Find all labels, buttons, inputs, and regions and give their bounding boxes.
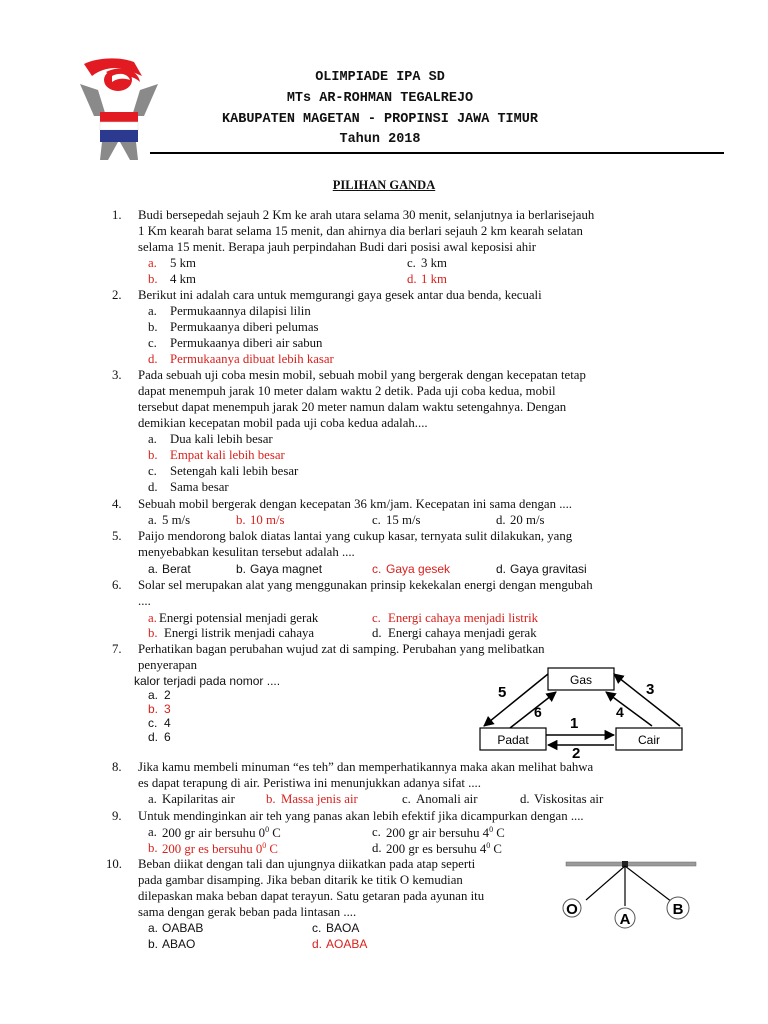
question-text-line: Solar sel merupakan alat yang menggunakan prinsip kekekalan energi dengan mengubah (138, 578, 593, 592)
label-3: 3 (646, 681, 655, 698)
option-letter-answer: d. (312, 937, 323, 951)
logo-stripe-white (100, 122, 138, 130)
option-text-main: 200 gr es bersuhu 0 (162, 842, 263, 856)
option-text: Gaya gravitasi (510, 562, 587, 576)
question-number: 5. (112, 529, 122, 543)
option-text-answer: 1 km (421, 272, 447, 286)
question-text-line: Jika kamu membeli minuman “es teh” dan memperhatikannya maka akan melihat bahwa (138, 760, 594, 774)
option-letter: c. (407, 256, 416, 270)
option-text: Energi potensial menjadi gerak (159, 611, 319, 625)
option-text: 5 km (170, 256, 196, 270)
option-letter-answer: b. (148, 841, 158, 855)
option-text-answer (162, 841, 278, 857)
option-text: 20 m/s (510, 513, 545, 527)
question-text-line: 1 Km kearah barat selama 15 menit, dan ahirnya dia berlari sejauh 2 km kearah selatan (138, 224, 583, 238)
option-text: OABAB (162, 921, 204, 935)
option-letter: a. (148, 611, 157, 625)
option-text: Dua kali lebih besar (170, 432, 273, 446)
option-text: 4 (164, 716, 171, 730)
box-gas-label: Gas (569, 673, 593, 687)
option-text-answer: Permukaanya dibuat lebih kasar (170, 352, 334, 366)
label-b: B (672, 901, 684, 918)
option-text-answer: Massa jenis air (281, 792, 358, 806)
header-title: OLIMPIADE IPA SD (315, 70, 445, 85)
option-letter-answer: c. (372, 562, 382, 576)
box-liquid-label: Cair (637, 733, 661, 747)
option-text: 5 m/s (162, 513, 191, 527)
question-text-line: menyebabkan kesulitan tersebut adalah .... (138, 545, 355, 559)
option-letter: a. (148, 256, 157, 270)
option-text-unit: C (493, 826, 505, 840)
option-letter: d. (148, 730, 159, 744)
option-letter: b. (236, 562, 247, 576)
question-text-line: es dapat terapung di air. Peristiwa ini menunjukkan adanya sifat .... (138, 776, 481, 790)
option-text: Gaya magnet (250, 562, 323, 576)
option-text: Permukaanya diberi air sabun (170, 336, 323, 350)
option-text-sup: 0 (486, 841, 491, 850)
header-region: KABUPATEN MAGETAN - PROPINSI JAWA TIMUR (222, 112, 538, 127)
option-letter: c. (148, 716, 158, 730)
ceiling-bar (566, 862, 696, 866)
question-text-line: dapat menempuh jarak 10 meter dalam waktu 2 detik. Pada uji coba kedua, mobil (138, 384, 556, 398)
option-text: 4 km (170, 272, 196, 286)
option-text: Permukaanya diberi pelumas (170, 320, 319, 334)
option-text: Energi listrik menjadi cahaya (164, 626, 315, 640)
logo-stripe-red (100, 112, 138, 122)
school-logo (78, 56, 160, 162)
option-text-sup: 0 (489, 825, 494, 834)
option-letter: c. (402, 792, 411, 806)
header-rule (150, 152, 724, 154)
option-text: Berat (162, 562, 191, 576)
option-letter: d. (520, 792, 530, 806)
option-text: Anomali air (416, 792, 478, 806)
option-letter: b. (148, 626, 158, 640)
option-text-answer: 3 (164, 702, 171, 716)
box-solid-label: Padat (497, 733, 529, 747)
option-letter: a. (148, 792, 157, 806)
arrow-6 (510, 692, 556, 728)
option-letter: b. (148, 272, 158, 286)
option-text: BAOA (326, 921, 360, 935)
option-letter: a. (148, 432, 157, 446)
option-letter: d. (496, 513, 506, 527)
question-text-line: Paijo mendorong balok diatas lantai yang cukup kasar, ternyata sulit dilakukan, yang (138, 529, 573, 543)
option-letter: d. (148, 480, 158, 494)
option-text: 2 (164, 688, 171, 702)
logo-legs (100, 142, 138, 160)
option-text (386, 825, 505, 841)
option-letter: a. (148, 304, 157, 318)
option-letter: a. (148, 562, 159, 576)
question-number: 1. (112, 208, 122, 222)
label-a: A (619, 911, 631, 928)
question-text-line: tersebut dapat menempuh jarak 20 meter namun dalam waktu setengahnya. Dengan (138, 400, 567, 414)
option-letter: c. (372, 513, 381, 527)
option-letter: d. (496, 562, 507, 576)
option-text-unit: C (269, 826, 281, 840)
option-letter-answer: c. (372, 611, 381, 625)
question-text-line: Pada sebuah uji coba mesin mobil, sebuah mobil yang bergerak dengan kecepatan tetap (138, 368, 586, 382)
header-school: MTs AR-ROHMAN TEGALREJO (286, 91, 474, 106)
option-text: Permukaannya dilapisi lilin (170, 304, 311, 318)
option-text: 6 (164, 730, 171, 744)
question-text-line: Sebuah mobil bergerak dengan kecepatan 36 km/jam. Kecepatan ini sama dengan .... (138, 497, 572, 511)
label-2: 2 (572, 745, 581, 760)
option-letter-answer: b. (236, 513, 246, 527)
option-text-unit: C (266, 842, 278, 856)
option-letter-answer: b. (266, 792, 276, 806)
option-text-main: 200 gr air bersuhu 0 (162, 826, 266, 840)
question-text-line: .... (138, 594, 151, 608)
option-text: Viskositas air (534, 792, 604, 806)
option-letter: d. (372, 626, 382, 640)
question-number: 10. (106, 857, 122, 871)
option-text-sup: 0 (265, 825, 270, 834)
option-letter: a. (148, 825, 157, 839)
option-letter-answer: d. (148, 352, 158, 366)
logo-stripe-blue (100, 130, 138, 142)
option-text: 3 km (421, 256, 447, 270)
label-4: 4 (616, 704, 624, 720)
question-number: 8. (112, 760, 122, 774)
option-text (162, 825, 281, 841)
option-letter: c. (148, 464, 157, 478)
question-number: 7. (112, 642, 122, 656)
option-text: Energi cahaya menjadi gerak (388, 626, 537, 640)
question-text-line: penyerapan (138, 658, 197, 672)
question-text-line: Berikut ini adalah cara untuk memgurangi gaya gesek antar dua benda, kecuali (138, 288, 542, 302)
option-letter: c. (372, 825, 381, 839)
option-text: Sama besar (170, 480, 229, 494)
state-change-diagram (470, 660, 700, 760)
option-text: 15 m/s (386, 513, 421, 527)
option-text (386, 841, 502, 857)
option-letter: b. (148, 937, 159, 951)
option-text: Kapilaritas air (162, 792, 235, 806)
option-text-answer: 10 m/s (250, 513, 285, 527)
header-year: Tahun 2018 (339, 132, 421, 147)
option-text: ABAO (162, 937, 196, 951)
label-6: 6 (534, 704, 542, 720)
question-number: 4. (112, 497, 122, 511)
question-text-line: kalor terjadi pada nomor .... (134, 674, 281, 688)
option-text-main: 200 gr air bersuhu 4 (386, 826, 490, 840)
option-text-sup: 0 (262, 841, 267, 850)
label-o: O (566, 901, 578, 918)
question-text-line: Beban diikat dengan tali dan ujungnya diikatkan pada atap seperti (138, 857, 476, 871)
question-number: 3. (112, 368, 122, 382)
question-number: 6. (112, 578, 122, 592)
option-letter: a. (148, 513, 157, 527)
question-text-line: dilepaskan maka beban dapat terayun. Satu getaran pada ayunan itu (138, 889, 485, 903)
question-text-line: sama dengan gerak beban pada lintasan .... (138, 905, 357, 919)
option-letter: c. (312, 921, 322, 935)
option-text-answer: Energi cahaya menjadi listrik (388, 611, 539, 625)
option-letter-answer: b. (148, 448, 158, 462)
option-letter: a. (148, 921, 159, 935)
question-number: 2. (112, 288, 122, 302)
option-text: Setengah kali lebih besar (170, 464, 299, 478)
label-1: 1 (570, 715, 579, 732)
option-letter-answer: b. (148, 702, 159, 716)
option-text-answer: Gaya gesek (386, 562, 451, 576)
option-text-answer: Empat kali lebih besar (170, 448, 285, 462)
option-letter: d. (372, 841, 382, 855)
question-text-line: Budi bersepedah sejauh 2 Km ke arah utara selama 30 menit, selanjutnya ia berlarisejauh (138, 208, 595, 222)
option-letter: a. (148, 688, 159, 702)
option-letter-answer: d. (407, 272, 417, 286)
option-text-main: 200 gr es bersuhu 4 (386, 842, 487, 856)
option-letter: b. (148, 320, 158, 334)
label-5: 5 (498, 684, 507, 701)
question-text-line: selama 15 menit. Berapa jauh perpindahan Budi dari posisi awal keposisi ahir (138, 240, 537, 254)
option-letter: c. (148, 336, 157, 350)
question-text-line: pada gambar disamping. Jika beban ditarik ke titik O kemudian (138, 873, 463, 887)
section-title: PILIHAN GANDA (332, 178, 436, 192)
question-text-line: Untuk mendinginkan air teh yang panas akan lebih efektif jika dicampurkan dengan .... (138, 809, 584, 823)
question-text-line: demikian kecepatan mobil pada uji coba kedua adalah.... (138, 416, 428, 430)
string-b (625, 866, 672, 902)
option-text-unit: C (490, 842, 502, 856)
pendulum-diagram (556, 856, 706, 936)
string-o (586, 866, 625, 900)
option-text-answer: AOABA (326, 937, 368, 951)
question-text-line: Perhatikan bagan perubahan wujud zat di samping. Perubahan yang melibatkan (138, 642, 545, 656)
question-number: 9. (112, 809, 122, 823)
